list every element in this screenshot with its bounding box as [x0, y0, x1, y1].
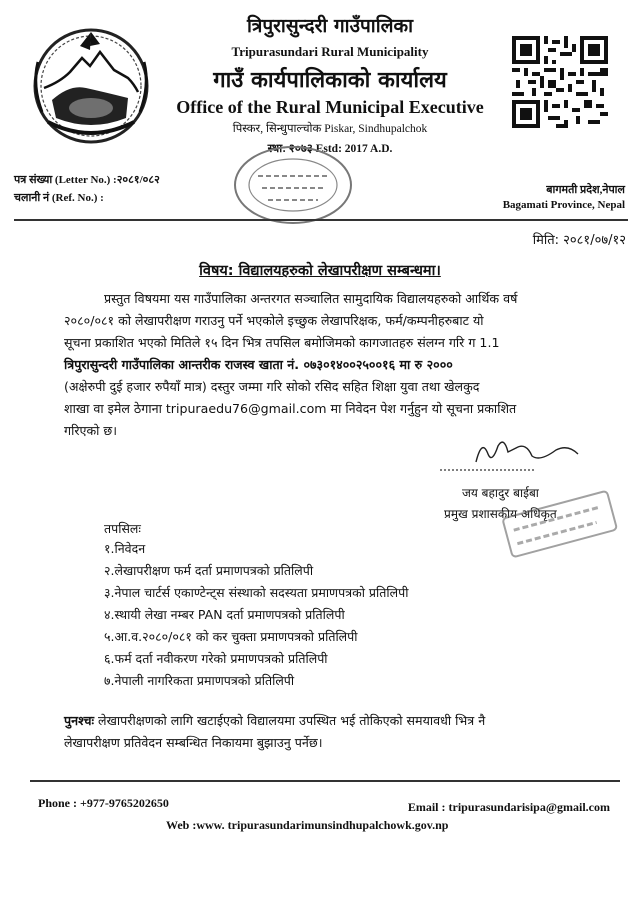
office-name-english: Office of the Rural Municipal Executive	[176, 97, 484, 117]
handwritten-signature	[436, 432, 586, 478]
header-divider	[14, 219, 628, 221]
postscript	[64, 710, 624, 754]
established-date: स्था: २०७३ Estd: 2017 A.D.	[267, 143, 393, 155]
footer-email: Email : tripurasundarisipa@gmail.com	[407, 800, 610, 814]
body-line: (अक्षेरुपी दुई हजार रुपैयाँ मात्र) दस्तुर जम्मा गरि सोको रसिद सहित शिक्षा युवा तथा खेलकुद	[64, 379, 480, 394]
municipality-name-nepali: त्रिपुरासुन्दरी गाउँपालिका	[246, 15, 414, 37]
body-line: २०८०/०८१ को लेखापरीक्षण गराउनु पर्ने भएकोले इच्छुक लेखापरिक्षक, फर्म/कम्पनीहरुबाट यो	[64, 313, 484, 328]
body-line-account: त्रिपुरासुन्दरी गाउँपालिका आन्तरीक राजस्व खाता नं. ०७३०१४००२५००१६ मा रु २०००	[64, 357, 453, 372]
office-address: पिस्कर, सिन्धुपाल्चोक Piskar, Sindhupalchok	[232, 123, 428, 135]
letter-subject: विषय: विद्यालयहरुको लेखापरीक्षण सम्बन्धमा।	[199, 263, 441, 279]
list-item: ७.नेपाली नागरिकता प्रमाणपत्रको प्रतिलिपी	[104, 673, 295, 688]
list-item: ४.स्थायी लेखा नम्बर PAN दर्ता प्रमाणपत्रको प्रतिलिपी	[104, 607, 345, 622]
postscript-line: लेखापरीक्षणको लागि खटाईएको विद्यालयमा उपस्थित भई तोकिएको समयावधी भित्र नै	[94, 713, 486, 728]
list-item: ३.नेपाल चार्टर्स एकाण्टेन्ट्स संस्थाको सदस्यता प्रमाणपत्रको प्रतिलिपी	[104, 585, 409, 600]
office-stamp-icon	[228, 140, 358, 230]
reference-number: चलानी नं (Ref. No.) :	[14, 192, 104, 204]
body-line-email: शाखा वा इमेल ठेगाना tripuraedu76@gmail.com मा निवेदन पेश गर्नुहुन यो सूचना प्रकाशित	[64, 401, 517, 416]
list-item: २.लेखापरीक्षण फर्म दर्ता प्रमाणपत्रको प्रतिलिपी	[104, 563, 314, 578]
letter-number: पत्र संख्या (Letter No.) :२०८१/०८२	[14, 174, 160, 186]
tapsil-list	[104, 538, 524, 692]
municipality-name-english: Tripurasundari Rural Municipality	[231, 44, 429, 59]
body-line: गरिएको छ।	[64, 423, 118, 438]
list-item: ६.फर्म दर्ता नवीकरण गरेको प्रमाणपत्रको प्रतिलिपी	[104, 651, 328, 666]
list-item: १.निवेदन	[104, 541, 146, 556]
province-english: Bagamati Province, Nepal	[502, 199, 625, 211]
province-nepali: बागमती प्रदेश,नेपाल	[546, 184, 625, 196]
footer-website: Web :www. tripurasundarimunsindhupalchowk.gov.np	[166, 818, 449, 832]
list-item: ५.आ.व.२०८०/०८१ को कर चुक्ता प्रमाणपत्रको प्रतिलिपी	[104, 629, 358, 644]
notice-body	[64, 288, 614, 442]
footer-divider	[30, 780, 620, 782]
postscript-label: पुनश्चः	[64, 713, 95, 728]
postscript-line: लेखापरीक्षण प्रतिवेदन सम्बन्धित निकायमा बुझाउनु पर्नेछ।	[64, 735, 323, 750]
nepal-government-emblem-icon	[30, 22, 152, 150]
tapsil-heading: तपसिलः	[104, 521, 141, 536]
qr-code-icon	[512, 36, 608, 128]
body-line: प्रस्तुत विषयमा यस गाउँपालिका अन्तरगत सञ्चालित सामुदायिक विद्यालयहरुको आर्थिक वर्ष	[104, 291, 518, 306]
body-line: सूचना प्रकाशित भएको मितिले १५ दिन भित्र तपसिल बमोजिमको कागजातहरु संलग्न गरि ग 1.1	[64, 335, 500, 350]
signatory-title: प्रमुख प्रशासकीय अधिकृत	[444, 507, 557, 521]
footer-phone: Phone : +977-9765202650	[38, 796, 169, 810]
signatory-name: जय बहादुर बाईबा	[462, 486, 539, 500]
letter-date: मिति: २०८१/०७/१२	[532, 233, 626, 248]
office-name-nepali: गाउँ कार्यपालिकाको कार्यालय	[213, 67, 447, 93]
